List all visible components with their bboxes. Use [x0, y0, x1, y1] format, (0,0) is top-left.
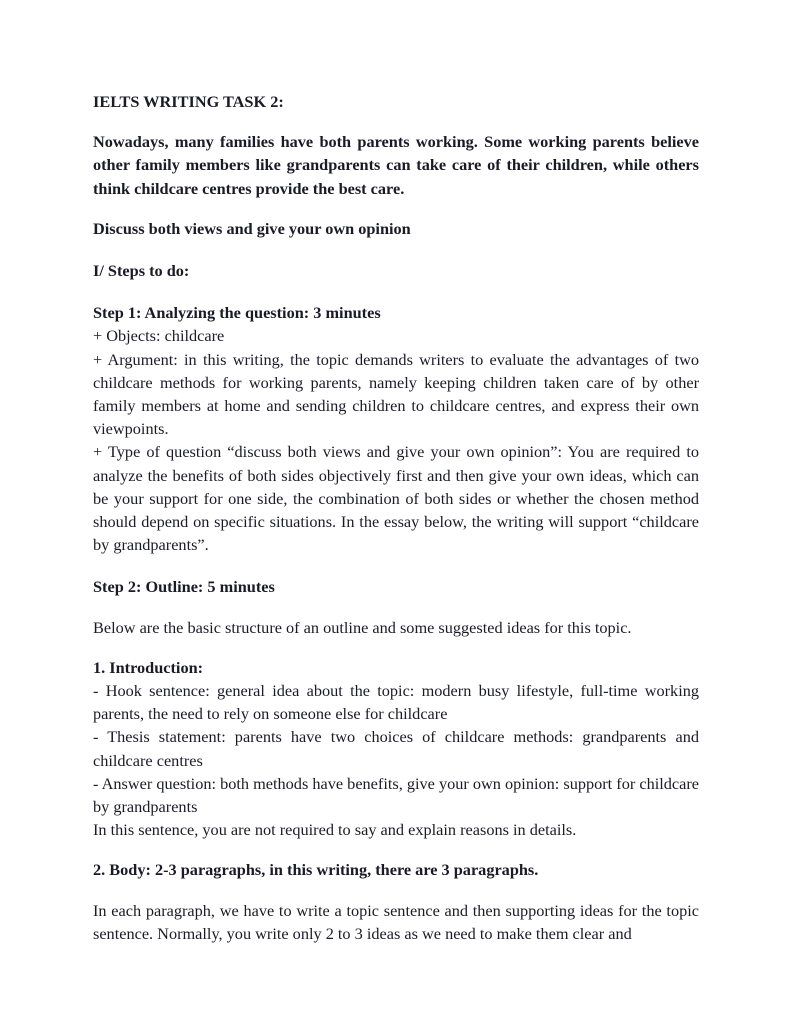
body-heading: 2. Body: 2-3 paragraphs, in this writing, there are 3 paragraphs.: [93, 860, 539, 880]
introduction-heading: 1. Introduction:: [93, 657, 204, 677]
introduction-answer-question: - Answer question: both methods have benefits, give your own opinion: support for childcare by grandparents: [93, 773, 699, 817]
steps-to-do-heading: I/ Steps to do:: [93, 261, 190, 281]
document-title: IELTS WRITING TASK 2:: [93, 92, 284, 111]
document-body: [93, 90, 699, 945]
step-1-objects: + Objects: childcare: [93, 326, 225, 346]
introduction-thesis-statement: - Thesis statement: parents have two choices of childcare methods: grandparents and childcare centres: [93, 727, 699, 770]
introduction-hook-sentence: - Hook sentence: general idea about the topic: modern busy lifestyle, full-time working parents, the need to rely on someone else for childcare: [93, 681, 699, 724]
essay-question-prompt: Nowadays, many families have both parents working. Some working parents believe other family members like grandparents can take care of their children, while others think childcare centres provide the best care.: [93, 132, 699, 198]
step-1-type-of-question: + Type of question “discuss both views and give your own opinion”: You are required to analyze the benefits of both sides objectively first and then give your own ideas, which can be your support for one side, the combination of both sides or whether the chosen method should depend on specific situations. In the essay below, the writing will support “childcare by grandparents”.: [93, 442, 699, 555]
step-1-argument: + Argument: in this writing, the topic demands writers to evaluate the advantages of two childcare methods for working parents, namely keeping children taken care of by other family members at home and sending children to childcare centres, and express their own viewpoints.: [93, 349, 699, 439]
step-2-heading: Step 2: Outline: 5 minutes: [93, 577, 275, 597]
introduction-note: In this sentence, you are not required to say and explain reasons in details.: [93, 820, 577, 840]
introduction-points: [93, 679, 699, 841]
body-text: In each paragraph, we have to write a topic sentence and then supporting ideas for the topic sentence. Normally, you write only 2 to 3 ideas as we need to make them clear and: [93, 900, 699, 943]
essay-instruction: Discuss both views and give your own opinion: [93, 218, 411, 238]
step-1-details: [93, 324, 699, 556]
step-1-heading: Step 1: Analyzing the question: 3 minutes: [93, 303, 381, 323]
step-2-intro-line: Below are the basic structure of an outline and some suggested ideas for this topic.: [93, 617, 632, 637]
